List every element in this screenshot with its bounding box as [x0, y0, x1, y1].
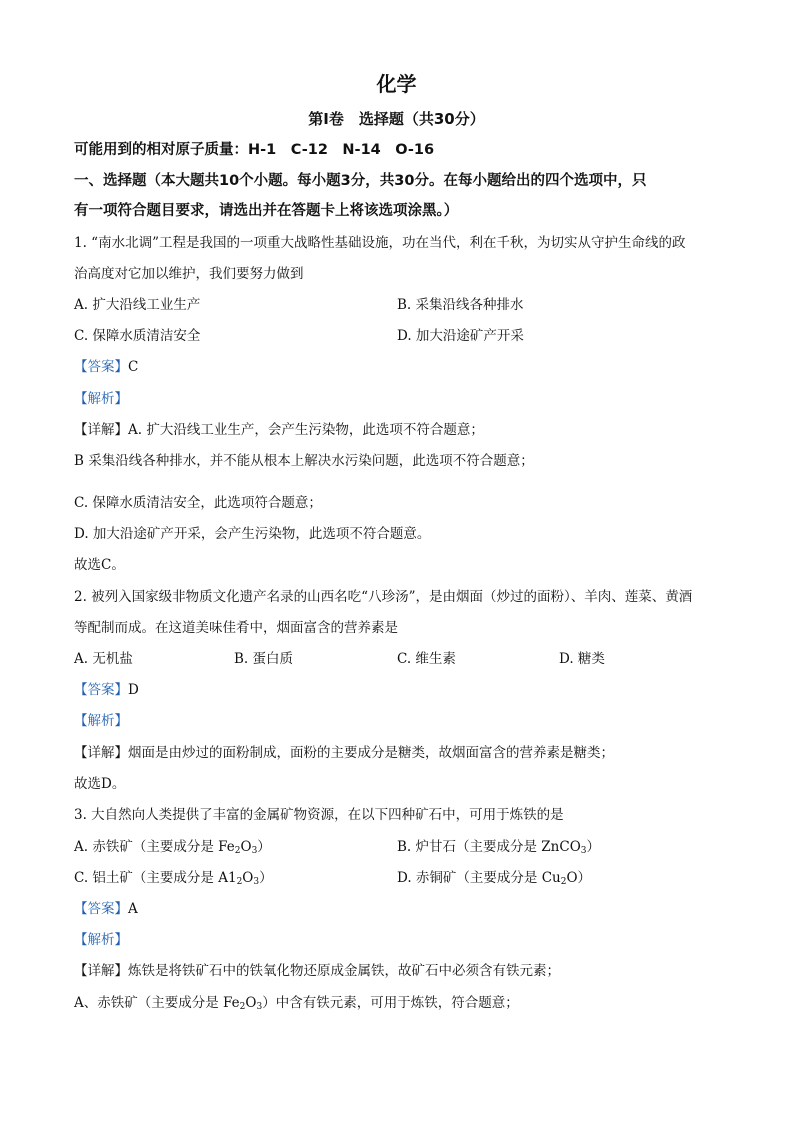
q2-option-b: B. 蛋白质: [234, 651, 294, 667]
q1-conclusion: 故选C。: [74, 557, 125, 573]
q3-options-row-2: [74, 869, 734, 891]
q2-option-c: C. 维生素: [397, 651, 456, 667]
q1-option-c: C. 保障水质清洁安全: [74, 328, 201, 344]
answer-tag: 【答案】: [74, 682, 128, 698]
q1-option-b: B. 采集沿线各种排水: [397, 297, 524, 313]
page-title: 化学: [376, 72, 417, 96]
q3-detail-a: A、赤铁矿（主要成分是 $Fe_2O_3$）中含有铁元素，可用于炼铁，符合题意；: [74, 995, 519, 1012]
answer-value: C: [128, 359, 139, 375]
q1-detail-a: 【详解】A. 扩大沿线工业生产，会产生污染物，此选项不符合题意；: [74, 422, 484, 438]
q3-option-d: D. 赤铜矿（主要成分是 $Cu_2O$）: [397, 870, 592, 887]
detail-tag: 【详解】: [74, 745, 128, 761]
q1-options-row-1: [74, 296, 734, 314]
answer-value: A: [128, 901, 138, 917]
answer-tag: 【答案】: [74, 359, 128, 375]
q1-stem-line-1: 1. “南水北调”工程是我国的一项重大战略性基础设施，功在当代，利在千秋，为切实从守护生命线的政: [74, 235, 686, 251]
q1-option-d: D. 加大沿途矿产开采: [397, 328, 524, 344]
q2-options-row: [74, 650, 734, 668]
q2-analysis-tag: 【解析】: [74, 713, 128, 729]
q3-stem: 3. 大自然向人类提供了丰富的金属矿物资源，在以下四种矿石中，可用于炼铁的是: [74, 807, 564, 823]
q3-answer: [74, 900, 138, 918]
q2-answer: [74, 681, 139, 699]
q3-option-a: A. 赤铁矿（主要成分是 $Fe_2O_3$）: [74, 839, 271, 856]
q1-detail-b: B 采集沿线各种排水，并不能从根本上解决水污染问题，此选项不符合题意；: [74, 453, 534, 469]
q1-option-a: A. 扩大沿线工业生产: [74, 297, 201, 313]
q3-option-c: C. 铝土矿（主要成分是 $A1_2O_3$）: [74, 870, 273, 887]
detail-tag: 【详解】: [74, 963, 128, 979]
q2-conclusion: 故选D。: [74, 776, 126, 792]
detail-tag: 【详解】: [74, 422, 128, 438]
q1-stem-line-2: 治高度对它加以维护，我们要努力做到: [74, 266, 304, 282]
section-heading-line-2: 有一项符合题目要求，请选出并在答题卡上将该选项涂黑。）: [74, 203, 459, 219]
section-heading-line-1: 一、选择题（本大题共10个小题。每小题3分，共30分。在每小题给出的四个选项中，只: [74, 173, 647, 189]
q3-analysis-tag: 【解析】: [74, 932, 128, 948]
q2-detail: 【详解】烟面是由炒过的面粉制成，面粉的主要成分是糖类，故烟面富含的营养素是糖类；: [74, 745, 614, 761]
q2-option-a: A. 无机盐: [74, 651, 133, 667]
q3-option-b: B. 炉甘石（主要成分是 ZnCO$_3$）: [397, 839, 601, 856]
answer-value: D: [128, 682, 139, 698]
answer-tag: 【答案】: [74, 901, 128, 917]
q1-detail-d: D. 加大沿途矿产开采，会产生污染物，此选项不符合题意。: [74, 526, 431, 542]
q2-option-d: D. 糖类: [559, 651, 605, 667]
atomic-masses-note: 可能用到的相对原子质量：H-1 C-12 N-14 O-16: [74, 142, 435, 158]
section-subtitle: 第Ⅰ卷 选择题（共30分）: [308, 110, 485, 128]
q3-options-row-1: [74, 838, 734, 860]
q1-options-row-2: [74, 327, 734, 345]
q2-stem-line-1: 2. 被列入国家级非物质文化遗产名录的山西名吃“八珍汤”，是由烟面（炒过的面粉）、羊肉、莲菜、黄酒: [74, 589, 693, 605]
q3-detail: 【详解】炼铁是将铁矿石中的铁氧化物还原成金属铁，故矿石中必须含有铁元素；: [74, 963, 560, 979]
q1-answer: [74, 358, 138, 376]
q1-analysis-tag: 【解析】: [74, 391, 128, 407]
q1-detail-c: C. 保障水质清洁安全，此选项符合题意；: [74, 495, 322, 511]
q2-stem-line-2: 等配制而成。在这道美味佳肴中，烟面富含的营养素是: [74, 620, 398, 636]
